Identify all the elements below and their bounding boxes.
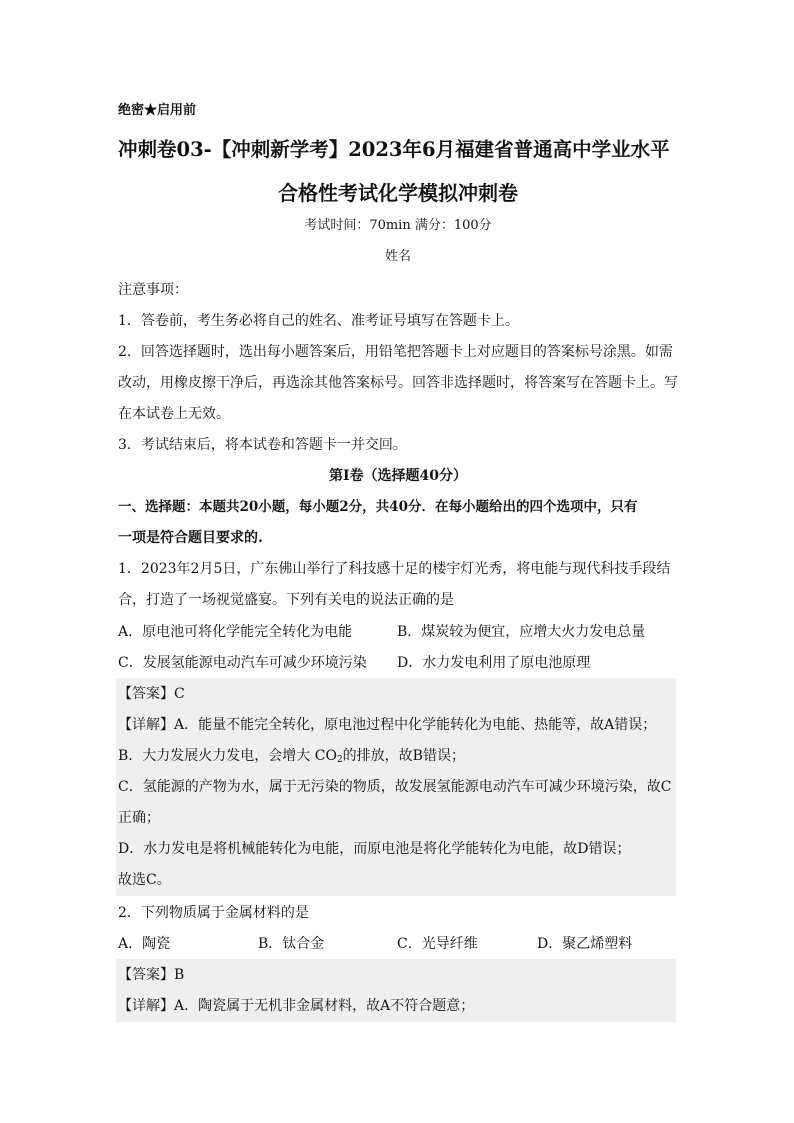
section-instruction-line-2: 一项是符合题目要求的. [118, 530, 263, 546]
title-line-2: 合格性考试化学模拟冲刺卷 [278, 181, 518, 205]
q1-answer: 【答案】C [118, 686, 185, 702]
exam-info: 考试时间：70min 满分：100分 [304, 218, 492, 233]
notice-item-2-line-1: 2．回答选择题时，选出每小题答案后，用铅笔把答题卡上对应题目的答案标号涂黑。如需 [118, 344, 673, 360]
q1-explanation-line-3: C．氢能源的产物为水，属于无污染的物质，故发展氢能源电动汽车可减少环境污染，故C [118, 779, 672, 795]
q1-stem-line-1: 1．2023年2月5日，广东佛山举行了科技感十足的楼宇灯光秀，将电能与现代科技手段结 [118, 561, 671, 577]
q1-option-d: D．水力发电利用了原电池原理 [397, 655, 591, 671]
q1-explanation-line-4: 正确； [118, 810, 160, 826]
notice-item-2-line-2: 改动，用橡皮擦干净后，再选涂其他答案标号。回答非选择题时，将答案写在答题卡上。写 [118, 375, 678, 391]
q2-stem: 2．下列物质属于金属材料的是 [118, 905, 309, 921]
notice-item-1: 1．答卷前，考生务必将自己的姓名、准考证号填写在答题卡上。 [118, 313, 519, 329]
q1-explanation-line-2: B．大力发展火力发电，会增大 $CO_2$的排放，故B错误； [118, 748, 465, 765]
q1-explanation-line-6: 故选C。 [118, 872, 171, 888]
section-title: 第I卷（选择题40分） [328, 468, 468, 484]
notice-heading: 注意事项： [118, 282, 188, 298]
q1-option-b: B．煤炭较为便宜，应增大火力发电总量 [397, 624, 646, 640]
q1-option-c: C．发展氢能源电动汽车可减少环境污染 [118, 655, 367, 671]
title-line-1: 冲刺卷03-【冲刺新学考】2023年6月福建省普通高中学业水平 [118, 138, 670, 161]
secret-label: 绝密★启用前 [118, 103, 197, 118]
section-instruction-line-1: 一、选择题：本题共20小题，每小题2分，共40分．在每小题给出的四个选项中，只有 [118, 499, 638, 515]
q1-stem-line-2: 合，打造了一场视觉盛宴。下列有关电的说法正确的是 [118, 592, 454, 608]
q2-option-a: A．陶瓷 [118, 936, 171, 952]
q1-explanation-line-1: 【详解】A．能量不能完全转化，原电池过程中化学能转化为电能、热能等，故A错误； [118, 717, 657, 733]
q1-explanation-line-5: D．水力发电是将机械能转化为电能，而原电池是将化学能转化为电能，故D错误； [118, 841, 631, 857]
q2-explanation-line-1: 【详解】A．陶瓷属于无机非金属材料，故A不符合题意； [118, 998, 475, 1014]
q2-option-d: D．聚乙烯塑料 [537, 936, 633, 952]
notice-item-3: 3．考试结束后，将本试卷和答题卡一并交回。 [118, 437, 407, 453]
notice-item-2-line-3: 在本试卷上无效。 [118, 406, 230, 422]
name-label: 姓名 [384, 249, 411, 264]
q2-option-b: B．钛合金 [258, 936, 325, 952]
q2-option-c: C．光导纤维 [397, 936, 478, 952]
q1-option-a: A．原电池可将化学能完全转化为电能 [118, 624, 353, 640]
q2-answer: 【答案】B [118, 967, 185, 983]
